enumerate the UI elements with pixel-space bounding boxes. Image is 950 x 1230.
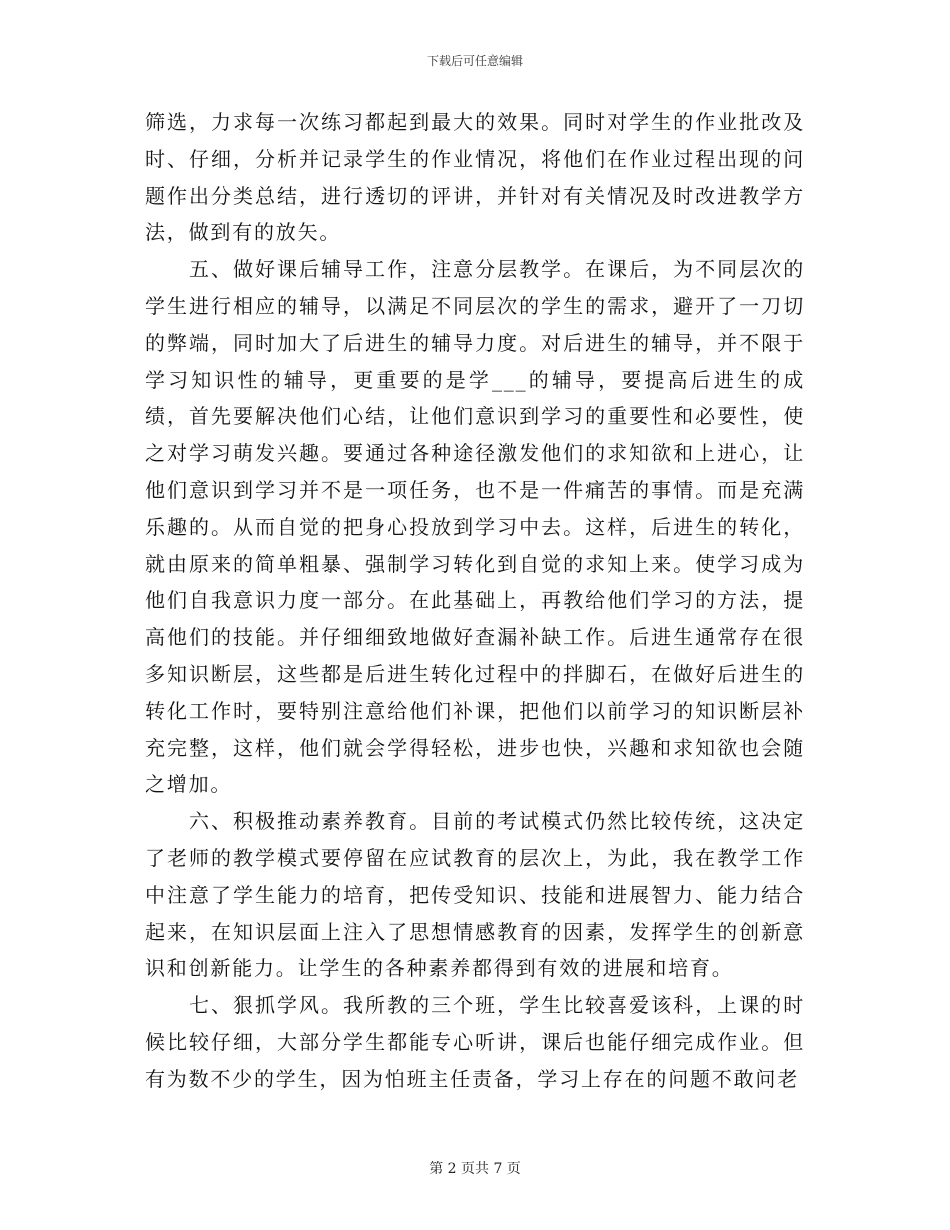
page-number-footer: 第 2 页共 7 页 — [429, 1161, 521, 1177]
document-body — [145, 104, 805, 1098]
paragraph-1: 筛选，力求每一次练习都起到最大的效果。同时对学生的作业批改及时、仔细，分析并记录学生的作业情况，将他们在作业过程出现的问题作出分类总结，进行透切的评讲，并针对有关情况及时改进教学方法，做到有的放矢。 — [145, 110, 805, 245]
page-header: 下载后可任意编辑 — [426, 54, 523, 68]
paragraph-2: 五、做好课后辅导工作，注意分层教学。在课后，为不同层次的学生进行相应的辅导，以满足不同层次的学生的需求，避开了一刀切的弊端，同时加大了后进生的辅导力度。对后进生的辅导，并不限于学习知识性的辅导，更重要的是学___的辅导，要提高后进生的成绩，首先要解决他们心结，让他们意识到学习的重要性和必要性，使之对学习萌发兴趣。要通过各种途径激发他们的求知欲和上进心，让他们意识到学习并不是一项任务，也不是一件痛苦的事情。而是充满乐趣的。从而自觉的把身心投放到学习中去。这样，后进生的转化，就由原来的简单粗暴、强制学习转化到自觉的求知上来。使学习成为他们自我意识力度一部分。在此基础上，再教给他们学习的方法，提高他们的技能。并仔细细致地做好查漏补缺工作。后进生通常存在很多知识断层，这些都是后进生转化过程中的拌脚石，在做好后进生的转化工作时，要特别注意给他们补课，把他们以前学习的知识断层补充完整，这样，他们就会学得轻松，进步也快，兴趣和求知欲也会随之增加。 — [145, 257, 805, 797]
paragraph-4: 七、狠抓学风。我所教的三个班，学生比较喜爱该科，上课的时候比较仔细，大部分学生都能专心听讲，课后也能仔细完成作业。但有为数不少的学生，因为怕班主任责备，学习上存在的问题不敢问老 — [145, 993, 805, 1091]
paragraph-3: 六、积极推动素养教育。目前的考试模式仍然比较传统，这决定了老师的教学模式要停留在应试教育的层次上，为此，我在教学工作中注意了学生能力的培育，把传受知识、技能和进展智力、能力结合起来，在知识层面上注入了思想情感教育的因素，发挥学生的创新意识和创新能力。让学生的各种素养都得到有效的进展和培育。 — [145, 809, 805, 981]
